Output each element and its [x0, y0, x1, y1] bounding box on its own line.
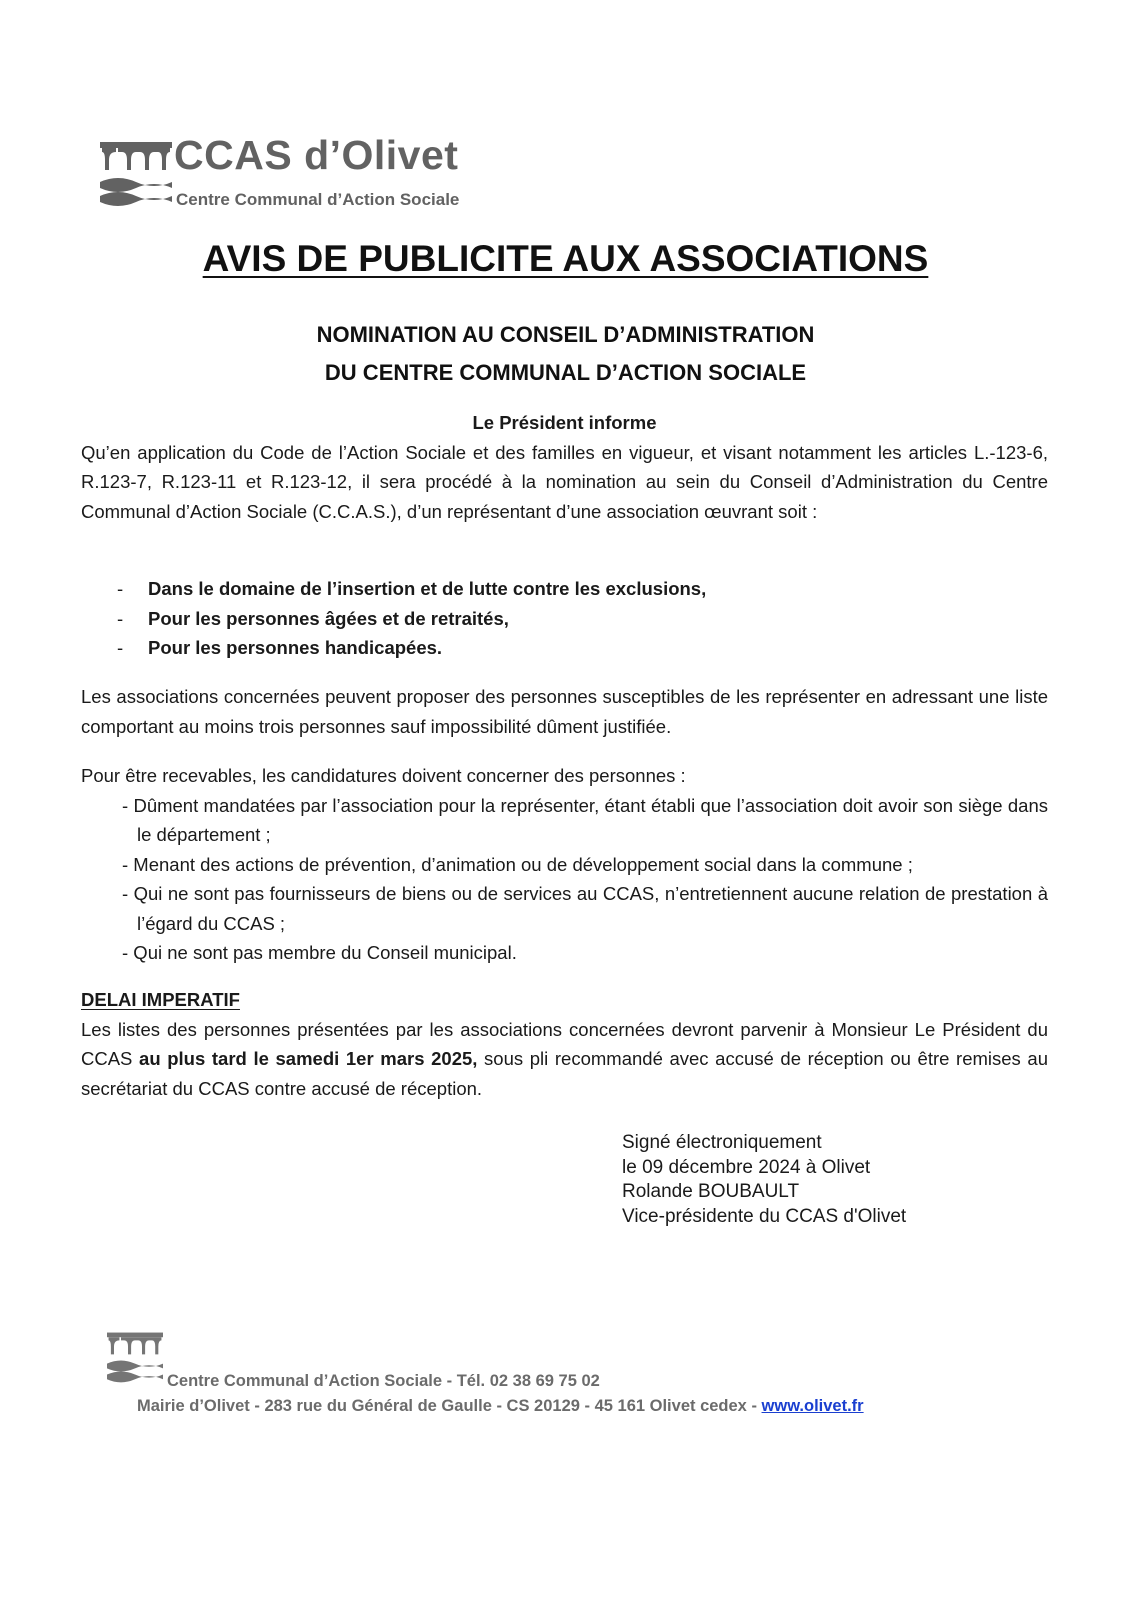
list-item: - Pour les personnes handicapées.: [117, 637, 443, 658]
criteria-list: [81, 574, 1048, 663]
list-item: - Pour les personnes âgées et de retraités,: [117, 607, 509, 629]
ccas-footer-emblem-icon: [107, 1330, 163, 1388]
subtitle-line-2: DU CENTRE COMMUNAL D’ACTION SOCIALE: [324, 360, 807, 385]
logo-title: CCAS d’Olivet: [174, 132, 459, 178]
intro-paragraph: Qu’en application du Code de l’Action Sociale et des familles en vigueur, et visant notamment les articles L.-123-6, R.123-7, R.123-11 et R.123-12, il sera procédé à la nomination au sein du Conseil d’Administration du Centre Communal d’Action Sociale (C.C.A.S.), d’un représentant d’une association œuvrant soit :: [81, 441, 1048, 522]
conditions-list: [81, 791, 1048, 968]
deadline-paragraph: Les listes des personnes présentées par les associations concernées devront parvenir à Monsieur Le Président du CCAS au plus tard le samedi 1er mars 2025, sous pli recommandé avec accusé de réception ou être remises au secrétariat du CCAS contre accusé de réception.: [81, 1018, 1048, 1099]
footer-contact: Centre Communal d’Action Sociale - Tél. 02 38 69 75 02: [167, 1372, 600, 1390]
deadline-section: [81, 985, 1048, 1103]
page-title-text: AVIS DE PUBLICITE AUX ASSOCIATIONS: [202, 238, 929, 279]
subtitle-line-1: NOMINATION AU CONSEIL D’ADMINISTRATION: [316, 322, 815, 347]
list-item: - Qui ne sont pas fournisseurs de biens ou de services au CCAS, n’entretiennent aucune relation de prestation à l’égard du CCAS ;: [122, 883, 1048, 934]
ccas-logo: [100, 132, 520, 218]
signature-line-4: Vice-présidente du CCAS d'Olivet: [622, 1205, 907, 1227]
associations-paragraph: Les associations concernées peuvent proposer des personnes susceptibles de les représenter en adressant une liste comportant au moins trois personnes sauf impossibilité dûment justifiée.: [81, 686, 1048, 737]
intro-section: [81, 408, 1048, 526]
associations-section: [81, 682, 1048, 741]
deadline-heading: DELAI IMPERATIF: [81, 989, 240, 1010]
conditions-section: [81, 761, 1048, 968]
list-item: - Qui ne sont pas membre du Conseil municipal.: [122, 942, 517, 963]
website-link[interactable]: www.olivet.fr: [761, 1397, 864, 1415]
signature-line-1: Signé électroniquement: [622, 1132, 822, 1153]
list-item: - Dûment mandatées par l’association pour la représenter, étant établi que l’association doit avoir son siège dans le département ;: [122, 794, 1048, 845]
intro-heading: Le Président informe: [472, 412, 657, 433]
list-item: - Menant des actions de prévention, d’animation ou de développement social dans la commune ;: [122, 853, 913, 875]
page-subtitle: [0, 316, 1131, 392]
page-title: [0, 238, 1131, 280]
signature-line-3: Rolande BOUBAULT: [622, 1181, 800, 1202]
criteria-section: [81, 574, 1048, 663]
deadline-date: au plus tard le samedi 1er mars 2025,: [139, 1048, 478, 1069]
ccas-emblem-icon: [100, 142, 172, 210]
signature-block: [622, 1131, 906, 1229]
footer-address: Mairie d’Olivet - 283 rue du Général de Gaulle - CS 20129 - 45 161 Olivet cedex - www.olivet.fr: [137, 1397, 864, 1415]
conditions-intro: Pour être recevables, les candidatures doivent concerner des personnes :: [81, 765, 686, 786]
signature-line-2: le 09 décembre 2024 à Olivet: [622, 1156, 871, 1178]
list-item: - Dans le domaine de l’insertion et de lutte contre les exclusions,: [117, 578, 707, 599]
logo-subtitle: Centre Communal d’Action Sociale: [176, 190, 460, 209]
